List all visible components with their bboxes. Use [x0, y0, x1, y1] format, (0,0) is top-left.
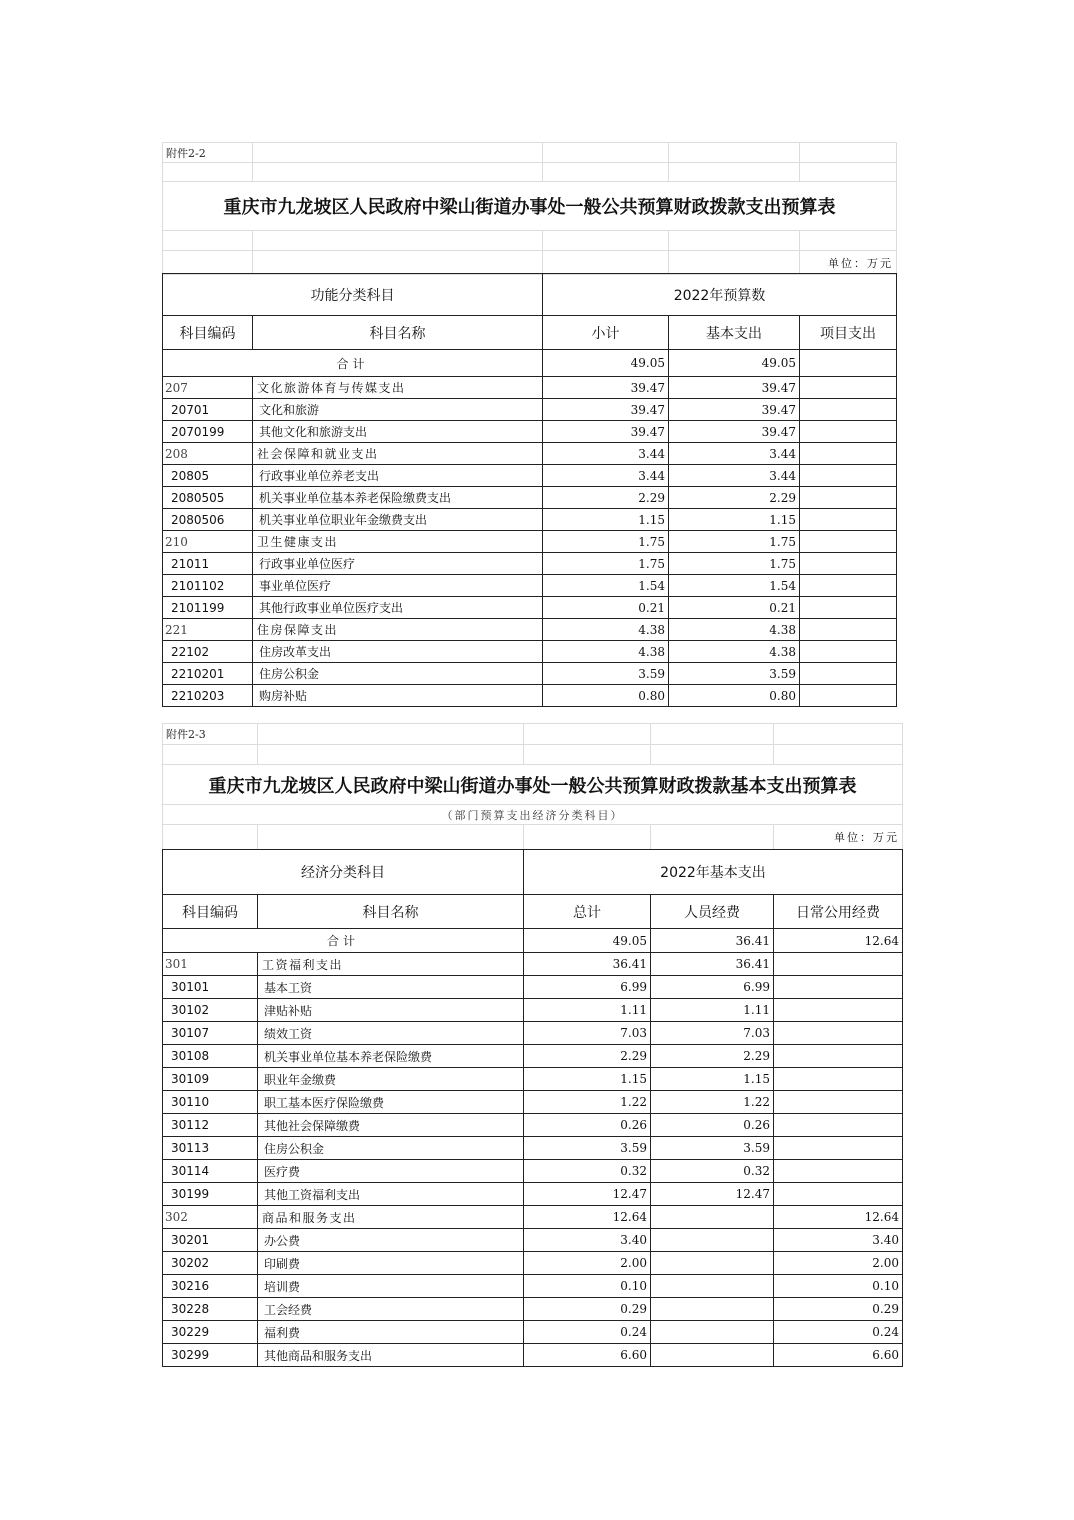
row-name: 其他行政事业单位医疗支出: [253, 597, 543, 619]
row-subtotal: 4.38: [543, 619, 669, 641]
row-name: 事业单位医疗: [253, 575, 543, 597]
col-header-basic: 基本支出: [669, 316, 800, 350]
row-basic: 39.47: [669, 377, 800, 399]
row-code: 20701: [163, 399, 253, 421]
row-personnel: 2.29: [651, 1045, 774, 1068]
row-basic: 39.47: [669, 399, 800, 421]
row-name: 津贴补贴: [258, 999, 524, 1022]
row-personnel: 1.11: [651, 999, 774, 1022]
table-row: [163, 1091, 903, 1114]
row-personnel: [651, 1275, 774, 1298]
row-name: 购房补贴: [253, 685, 543, 707]
row-total: 2.29: [524, 1045, 651, 1068]
row-code: 30299: [163, 1344, 258, 1367]
row-name: 办公费: [258, 1229, 524, 1252]
row-code: 207: [163, 377, 253, 399]
row-project: [800, 531, 897, 553]
row-name: 住房公积金: [258, 1137, 524, 1160]
row-basic: 3.44: [669, 443, 800, 465]
row-basic: 1.75: [669, 531, 800, 553]
row-personnel: 1.15: [651, 1068, 774, 1091]
row-public: [774, 999, 903, 1022]
row-total: 36.41: [524, 953, 651, 976]
row-code: 210: [163, 531, 253, 553]
table2-subtitle: （部门预算支出经济分类科目）: [163, 805, 903, 825]
total-basic: 49.05: [669, 350, 800, 377]
row-total: 0.29: [524, 1298, 651, 1321]
row-total: 1.15: [524, 1068, 651, 1091]
attachment-label: 附件2-3: [163, 724, 258, 745]
row-code: 30199: [163, 1183, 258, 1206]
row-code: 22102: [163, 641, 253, 663]
row-total: 3.59: [524, 1137, 651, 1160]
row-code: 30101: [163, 976, 258, 999]
row-basic: 39.47: [669, 421, 800, 443]
row-basic: 2.29: [669, 487, 800, 509]
row-name: 职业年金缴费: [258, 1068, 524, 1091]
row-public: 3.40: [774, 1229, 903, 1252]
table2-budget-table: [162, 849, 903, 1367]
row-code: 30113: [163, 1137, 258, 1160]
col-header-subtotal: 小计: [543, 316, 669, 350]
total-personnel: 36.41: [651, 929, 774, 953]
total-subtotal: 49.05: [543, 350, 669, 377]
row-name: 机关事业单位职业年金缴费支出: [253, 509, 543, 531]
row-basic: 3.44: [669, 465, 800, 487]
attachment-label: 附件2-2: [163, 143, 253, 163]
table2-title: 重庆市九龙坡区人民政府中梁山街道办事处一般公共预算财政拨款基本支出预算表: [163, 765, 903, 805]
col-header-total: 总计: [524, 895, 651, 929]
table-row: [163, 1321, 903, 1344]
group-header-function: 功能分类科目: [163, 274, 543, 316]
table2-preamble: [162, 723, 903, 850]
row-personnel: 0.32: [651, 1160, 774, 1183]
row-project: [800, 619, 897, 641]
row-project: [800, 443, 897, 465]
col-header-name: 科目名称: [258, 895, 524, 929]
total-row: [163, 929, 903, 953]
row-basic: 4.38: [669, 619, 800, 641]
table-row: [163, 1344, 903, 1367]
table-row: [163, 575, 897, 597]
row-personnel: 6.99: [651, 976, 774, 999]
row-basic: 4.38: [669, 641, 800, 663]
row-basic: 3.59: [669, 663, 800, 685]
row-name: 基本工资: [258, 976, 524, 999]
table-row: [163, 1137, 903, 1160]
row-name: 住房保障支出: [253, 619, 543, 641]
table-row: [163, 953, 903, 976]
row-total: 12.64: [524, 1206, 651, 1229]
row-personnel: 36.41: [651, 953, 774, 976]
row-name: 机关事业单位基本养老保险缴费支出: [253, 487, 543, 509]
table-row: [163, 487, 897, 509]
row-code: 30110: [163, 1091, 258, 1114]
row-code: 2080505: [163, 487, 253, 509]
row-name: 住房公积金: [253, 663, 543, 685]
table-row: [163, 1045, 903, 1068]
row-name: 文化和旅游: [253, 399, 543, 421]
row-personnel: [651, 1229, 774, 1252]
row-name: 住房改革支出: [253, 641, 543, 663]
row-personnel: [651, 1321, 774, 1344]
row-name: 其他工资福利支出: [258, 1183, 524, 1206]
row-code: 2101199: [163, 597, 253, 619]
row-code: 30229: [163, 1321, 258, 1344]
row-name: 行政事业单位医疗: [253, 553, 543, 575]
unit-label: 单位：万元: [774, 825, 903, 850]
table-row: [163, 443, 897, 465]
table-row: [163, 1252, 903, 1275]
row-name: 福利费: [258, 1321, 524, 1344]
row-name: 其他文化和旅游支出: [253, 421, 543, 443]
row-name: 绩效工资: [258, 1022, 524, 1045]
row-public: [774, 1091, 903, 1114]
total-project: [800, 350, 897, 377]
row-personnel: 0.26: [651, 1114, 774, 1137]
table-row: [163, 465, 897, 487]
row-code: 302: [163, 1206, 258, 1229]
row-subtotal: 39.47: [543, 377, 669, 399]
row-project: [800, 465, 897, 487]
row-subtotal: 39.47: [543, 399, 669, 421]
row-code: 2101102: [163, 575, 253, 597]
col-header-personnel: 人员经费: [651, 895, 774, 929]
row-public: 0.10: [774, 1275, 903, 1298]
col-header-name: 科目名称: [253, 316, 543, 350]
row-subtotal: 1.75: [543, 531, 669, 553]
row-name: 其他社会保障缴费: [258, 1114, 524, 1137]
row-subtotal: 3.44: [543, 443, 669, 465]
row-basic: 1.75: [669, 553, 800, 575]
row-code: 30228: [163, 1298, 258, 1321]
row-name: 卫生健康支出: [253, 531, 543, 553]
total-label: 合计: [163, 929, 524, 953]
row-name: 工会经费: [258, 1298, 524, 1321]
group-header-basic-expense: 2022年基本支出: [524, 850, 903, 895]
row-name: 商品和服务支出: [258, 1206, 524, 1229]
row-code: 2210201: [163, 663, 253, 685]
row-project: [800, 553, 897, 575]
row-basic: 0.21: [669, 597, 800, 619]
row-code: 30216: [163, 1275, 258, 1298]
row-public: [774, 1022, 903, 1045]
row-name: 医疗费: [258, 1160, 524, 1183]
table-row: [163, 1275, 903, 1298]
row-code: 30201: [163, 1229, 258, 1252]
row-subtotal: 4.38: [543, 641, 669, 663]
row-personnel: [651, 1344, 774, 1367]
row-name: 社会保障和就业支出: [253, 443, 543, 465]
table-row: [163, 1022, 903, 1045]
row-total: 1.11: [524, 999, 651, 1022]
row-subtotal: 0.21: [543, 597, 669, 619]
row-code: 2070199: [163, 421, 253, 443]
table-row: [163, 641, 897, 663]
total-public: 12.64: [774, 929, 903, 953]
row-public: 2.00: [774, 1252, 903, 1275]
row-name: 工资福利支出: [258, 953, 524, 976]
row-project: [800, 421, 897, 443]
row-code: 2080506: [163, 509, 253, 531]
table-row: [163, 976, 903, 999]
row-public: [774, 1045, 903, 1068]
table1-budget-table: [162, 273, 897, 707]
row-subtotal: 1.15: [543, 509, 669, 531]
row-subtotal: 0.80: [543, 685, 669, 707]
row-personnel: 7.03: [651, 1022, 774, 1045]
row-public: 0.24: [774, 1321, 903, 1344]
row-code: 208: [163, 443, 253, 465]
row-total: 3.40: [524, 1229, 651, 1252]
table-row: [163, 1206, 903, 1229]
group-header-economic: 经济分类科目: [163, 850, 524, 895]
row-code: 20805: [163, 465, 253, 487]
table-row: [163, 663, 897, 685]
row-subtotal: 2.29: [543, 487, 669, 509]
row-name: 行政事业单位养老支出: [253, 465, 543, 487]
table-row: [163, 1114, 903, 1137]
row-code: 30112: [163, 1114, 258, 1137]
row-public: 0.29: [774, 1298, 903, 1321]
row-total: 0.24: [524, 1321, 651, 1344]
total-row: [163, 350, 897, 377]
row-personnel: 3.59: [651, 1137, 774, 1160]
row-subtotal: 39.47: [543, 421, 669, 443]
table-row: [163, 1229, 903, 1252]
row-personnel: 12.47: [651, 1183, 774, 1206]
table-row: [163, 1298, 903, 1321]
table-row: [163, 553, 897, 575]
row-total: 7.03: [524, 1022, 651, 1045]
row-project: [800, 377, 897, 399]
col-header-code: 科目编码: [163, 895, 258, 929]
row-public: [774, 953, 903, 976]
row-personnel: [651, 1252, 774, 1275]
row-total: 2.00: [524, 1252, 651, 1275]
table-row: [163, 597, 897, 619]
row-code: 30109: [163, 1068, 258, 1091]
table-row: [163, 619, 897, 641]
row-subtotal: 1.54: [543, 575, 669, 597]
col-header-project: 项目支出: [800, 316, 897, 350]
col-header-code: 科目编码: [163, 316, 253, 350]
row-total: 6.99: [524, 976, 651, 999]
row-personnel: [651, 1298, 774, 1321]
row-code: 30102: [163, 999, 258, 1022]
row-project: [800, 597, 897, 619]
row-total: 0.26: [524, 1114, 651, 1137]
group-header-budget: 2022年预算数: [543, 274, 897, 316]
row-name: 印刷费: [258, 1252, 524, 1275]
row-subtotal: 3.44: [543, 465, 669, 487]
row-name: 培训费: [258, 1275, 524, 1298]
table-row: [163, 685, 897, 707]
row-project: [800, 641, 897, 663]
row-total: 0.10: [524, 1275, 651, 1298]
row-public: 12.64: [774, 1206, 903, 1229]
row-total: 12.47: [524, 1183, 651, 1206]
unit-label: 单位：万元: [800, 251, 897, 275]
row-subtotal: 1.75: [543, 553, 669, 575]
row-project: [800, 399, 897, 421]
total-total: 49.05: [524, 929, 651, 953]
row-total: 1.22: [524, 1091, 651, 1114]
row-code: 21011: [163, 553, 253, 575]
row-name: 文化旅游体育与传媒支出: [253, 377, 543, 399]
table-row: [163, 1160, 903, 1183]
row-project: [800, 575, 897, 597]
row-basic: 1.54: [669, 575, 800, 597]
row-total: 0.32: [524, 1160, 651, 1183]
row-public: [774, 976, 903, 999]
table-row: [163, 1068, 903, 1091]
row-project: [800, 663, 897, 685]
row-project: [800, 487, 897, 509]
table-row: [163, 399, 897, 421]
table-row: [163, 531, 897, 553]
row-name: 其他商品和服务支出: [258, 1344, 524, 1367]
row-personnel: 1.22: [651, 1091, 774, 1114]
row-code: 30107: [163, 1022, 258, 1045]
row-public: [774, 1137, 903, 1160]
row-public: 6.60: [774, 1344, 903, 1367]
row-code: 301: [163, 953, 258, 976]
table-row: [163, 1183, 903, 1206]
row-name: 机关事业单位基本养老保险缴费: [258, 1045, 524, 1068]
table1-title: 重庆市九龙坡区人民政府中梁山街道办事处一般公共预算财政拨款支出预算表: [163, 182, 897, 231]
row-project: [800, 509, 897, 531]
row-total: 6.60: [524, 1344, 651, 1367]
table-row: [163, 421, 897, 443]
row-public: [774, 1068, 903, 1091]
row-code: 30114: [163, 1160, 258, 1183]
row-subtotal: 3.59: [543, 663, 669, 685]
table-row: [163, 509, 897, 531]
table1-preamble: [162, 142, 897, 275]
row-project: [800, 685, 897, 707]
row-public: [774, 1160, 903, 1183]
table-row: [163, 377, 897, 399]
row-personnel: [651, 1206, 774, 1229]
row-name: 职工基本医疗保险缴费: [258, 1091, 524, 1114]
row-public: [774, 1114, 903, 1137]
row-code: 30108: [163, 1045, 258, 1068]
row-basic: 0.80: [669, 685, 800, 707]
col-header-public: 日常公用经费: [774, 895, 903, 929]
row-basic: 1.15: [669, 509, 800, 531]
table-row: [163, 999, 903, 1022]
row-public: [774, 1183, 903, 1206]
total-label: 合计: [163, 350, 543, 377]
row-code: 30202: [163, 1252, 258, 1275]
row-code: 221: [163, 619, 253, 641]
row-code: 2210203: [163, 685, 253, 707]
